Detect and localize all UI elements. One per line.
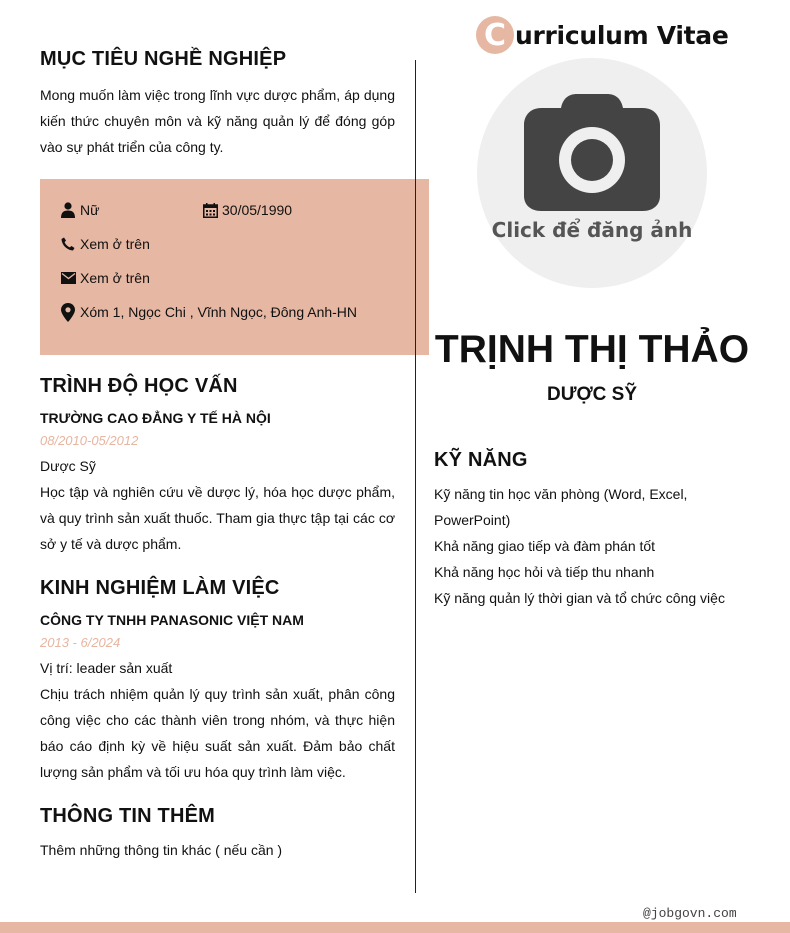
skill-item: Khả năng giao tiếp và đàm phán tốt	[434, 538, 656, 554]
birthday-value: 30/05/1990	[222, 202, 293, 218]
gender-item	[60, 202, 99, 218]
map-pin-icon	[60, 304, 76, 320]
experience-period: 2013 - 6/2024	[40, 635, 121, 650]
birthday-item	[202, 202, 292, 218]
education-heading: TRÌNH ĐỘ HỌC VẤN	[40, 375, 238, 397]
address-value: Xóm 1, Ngọc Chi , Vĩnh Ngọc, Đông Anh-HN	[80, 304, 358, 320]
additional-text: Thêm những thông tin khác ( nếu cần )	[40, 842, 283, 858]
camera-icon	[523, 92, 661, 212]
cv-title-text: urriculum Vitae	[515, 20, 729, 50]
candidate-position: DƯỢC SỸ	[546, 384, 638, 405]
calendar-icon	[202, 202, 218, 218]
email-item	[60, 270, 150, 286]
photo-upload-label: Click để đăng ảnh	[491, 218, 693, 242]
person-icon	[60, 202, 76, 218]
skill-item: Kỹ năng quản lý thời gian và tổ chức công việc	[434, 590, 725, 606]
skills-heading: KỸ NĂNG	[434, 449, 528, 471]
address-item	[60, 304, 357, 320]
email-value: Xem ở trên	[80, 270, 150, 286]
additional-heading: THÔNG TIN THÊM	[40, 805, 216, 827]
objective-heading: MỤC TIÊU NGHỀ NGHIỆP	[40, 48, 287, 70]
skill-item: Kỹ năng tin học văn phòng (Word, Excel, PowerPoint)	[434, 486, 688, 528]
experience-company: CÔNG TY TNHH PANASONIC VIỆT NAM	[40, 612, 304, 628]
education-description: Học tập và nghiên cứu về dược lý, hóa học dược phẩm, và quy trình sản xuất thuốc. Tham gia thực tập tại các cơ sở y tế và dược phẩm.	[40, 484, 395, 552]
phone-item	[60, 236, 150, 252]
experience-role: Vị trí: leader sản xuất	[40, 660, 173, 676]
cv-title-logo-initial: C	[476, 16, 514, 54]
envelope-icon	[60, 270, 76, 286]
experience-heading: KINH NGHIỆM LÀM VIỆC	[40, 577, 280, 599]
photo-upload[interactable]	[477, 58, 707, 288]
candidate-name: TRỊNH THỊ THẢO	[434, 328, 750, 371]
phone-value: Xem ở trên	[80, 236, 150, 252]
watermark: @jobgovn.com	[643, 906, 737, 921]
experience-description: Chịu trách nhiệm quản lý quy trình sản xuất, phân công công việc cho các thành viên trong nhóm, và thực hiện báo cáo định kỳ về hiệu suất sản xuất. Đảm bảo chất lượng sản phẩm và tối ưu hóa quy trình làm việc.	[40, 686, 395, 780]
column-divider	[415, 60, 416, 893]
education-school: TRƯỜNG CAO ĐẲNG Y TẾ HÀ NỘI	[40, 410, 271, 426]
cv-title	[476, 16, 729, 54]
education-major: Dược Sỹ	[40, 458, 96, 474]
skills-list	[434, 481, 734, 611]
footer-bar	[0, 922, 790, 933]
phone-icon	[60, 236, 76, 252]
personal-info-box	[40, 179, 429, 355]
objective-text: Mong muốn làm việc trong lĩnh vực dược phẩm, áp dụng kiến thức chuyên môn và kỹ năng quản lý để đóng góp vào sự phát triển của công ty.	[40, 87, 395, 155]
skill-item: Khả năng học hỏi và tiếp thu nhanh	[434, 564, 655, 580]
education-period: 08/2010-05/2012	[40, 433, 139, 448]
gender-value: Nữ	[80, 202, 100, 218]
